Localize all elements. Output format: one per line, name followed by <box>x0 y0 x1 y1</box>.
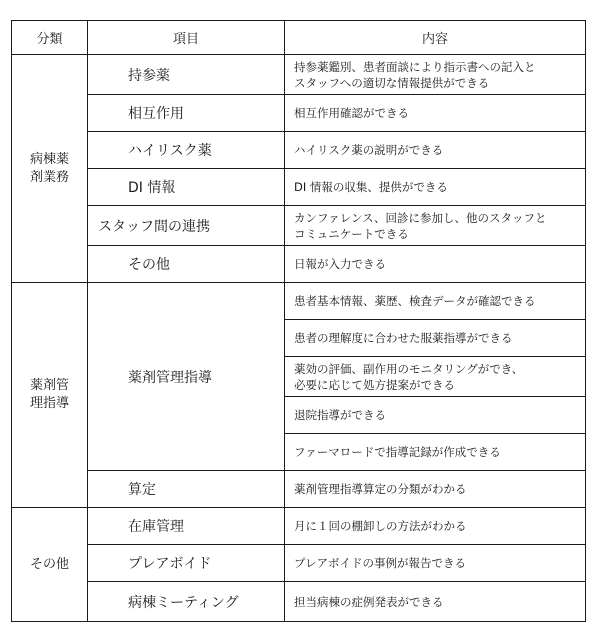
content-cell: カンファレンス、回診に参加し、他のスタッフと コミュニケートできる <box>285 206 586 246</box>
item-cell: 相互作用 <box>88 95 285 132</box>
table-row <box>12 206 586 246</box>
item-cell: 薬剤管理指導 <box>88 283 285 471</box>
table-row <box>12 582 586 622</box>
header-item: 項目 <box>88 21 285 55</box>
header-row <box>12 21 586 55</box>
item-cell: プレアボイド <box>88 545 285 582</box>
header-category: 分類 <box>12 21 88 55</box>
header-content: 内容 <box>285 21 586 55</box>
competency-table <box>11 20 586 622</box>
table-row <box>12 132 586 169</box>
content-cell: DI 情報の収集、提供ができる <box>285 169 586 206</box>
content-cell: 日報が入力できる <box>285 246 586 283</box>
category-ward: 病棟薬 剤業務 <box>12 55 88 283</box>
content-cell: ハイリスク薬の説明ができる <box>285 132 586 169</box>
content-cell: 月に１回の棚卸しの方法がわかる <box>285 508 586 545</box>
item-cell: ハイリスク薬 <box>88 132 285 169</box>
content-cell: 相互作用確認ができる <box>285 95 586 132</box>
item-cell: 算定 <box>88 471 285 508</box>
content-cell: プレアボイドの事例が報告できる <box>285 545 586 582</box>
table-row <box>12 55 586 95</box>
item-cell: その他 <box>88 246 285 283</box>
item-cell: 持参薬 <box>88 55 285 95</box>
content-cell: 患者基本情報、薬歴、検査データが確認できる <box>285 283 586 320</box>
table-row <box>12 169 586 206</box>
table-row <box>12 95 586 132</box>
item-cell: 病棟ミーティング <box>88 582 285 622</box>
content-cell: 持参薬鑑別、患者面談により指示書への記入と スタッフへの適切な情報提供ができる <box>285 55 586 95</box>
category-guidance: 薬剤管 理指導 <box>12 283 88 508</box>
table-row <box>12 508 586 545</box>
content-cell: 薬効の評価、副作用のモニタリングができ、 必要に応じて処方提案ができる <box>285 357 586 397</box>
table-row <box>12 545 586 582</box>
content-cell: 患者の理解度に合わせた服薬指導ができる <box>285 320 586 357</box>
table-row <box>12 471 586 508</box>
item-cell: 在庫管理 <box>88 508 285 545</box>
category-other: その他 <box>12 508 88 622</box>
table-row <box>12 283 586 320</box>
content-cell: 薬剤管理指導算定の分類がわかる <box>285 471 586 508</box>
content-cell: ファーマロードで指導記録が作成できる <box>285 434 586 471</box>
item-cell: スタッフ間の連携 <box>88 206 285 246</box>
item-cell: DI 情報 <box>88 169 285 206</box>
content-cell: 担当病棟の症例発表ができる <box>285 582 586 622</box>
table-row <box>12 246 586 283</box>
content-cell: 退院指導ができる <box>285 397 586 434</box>
